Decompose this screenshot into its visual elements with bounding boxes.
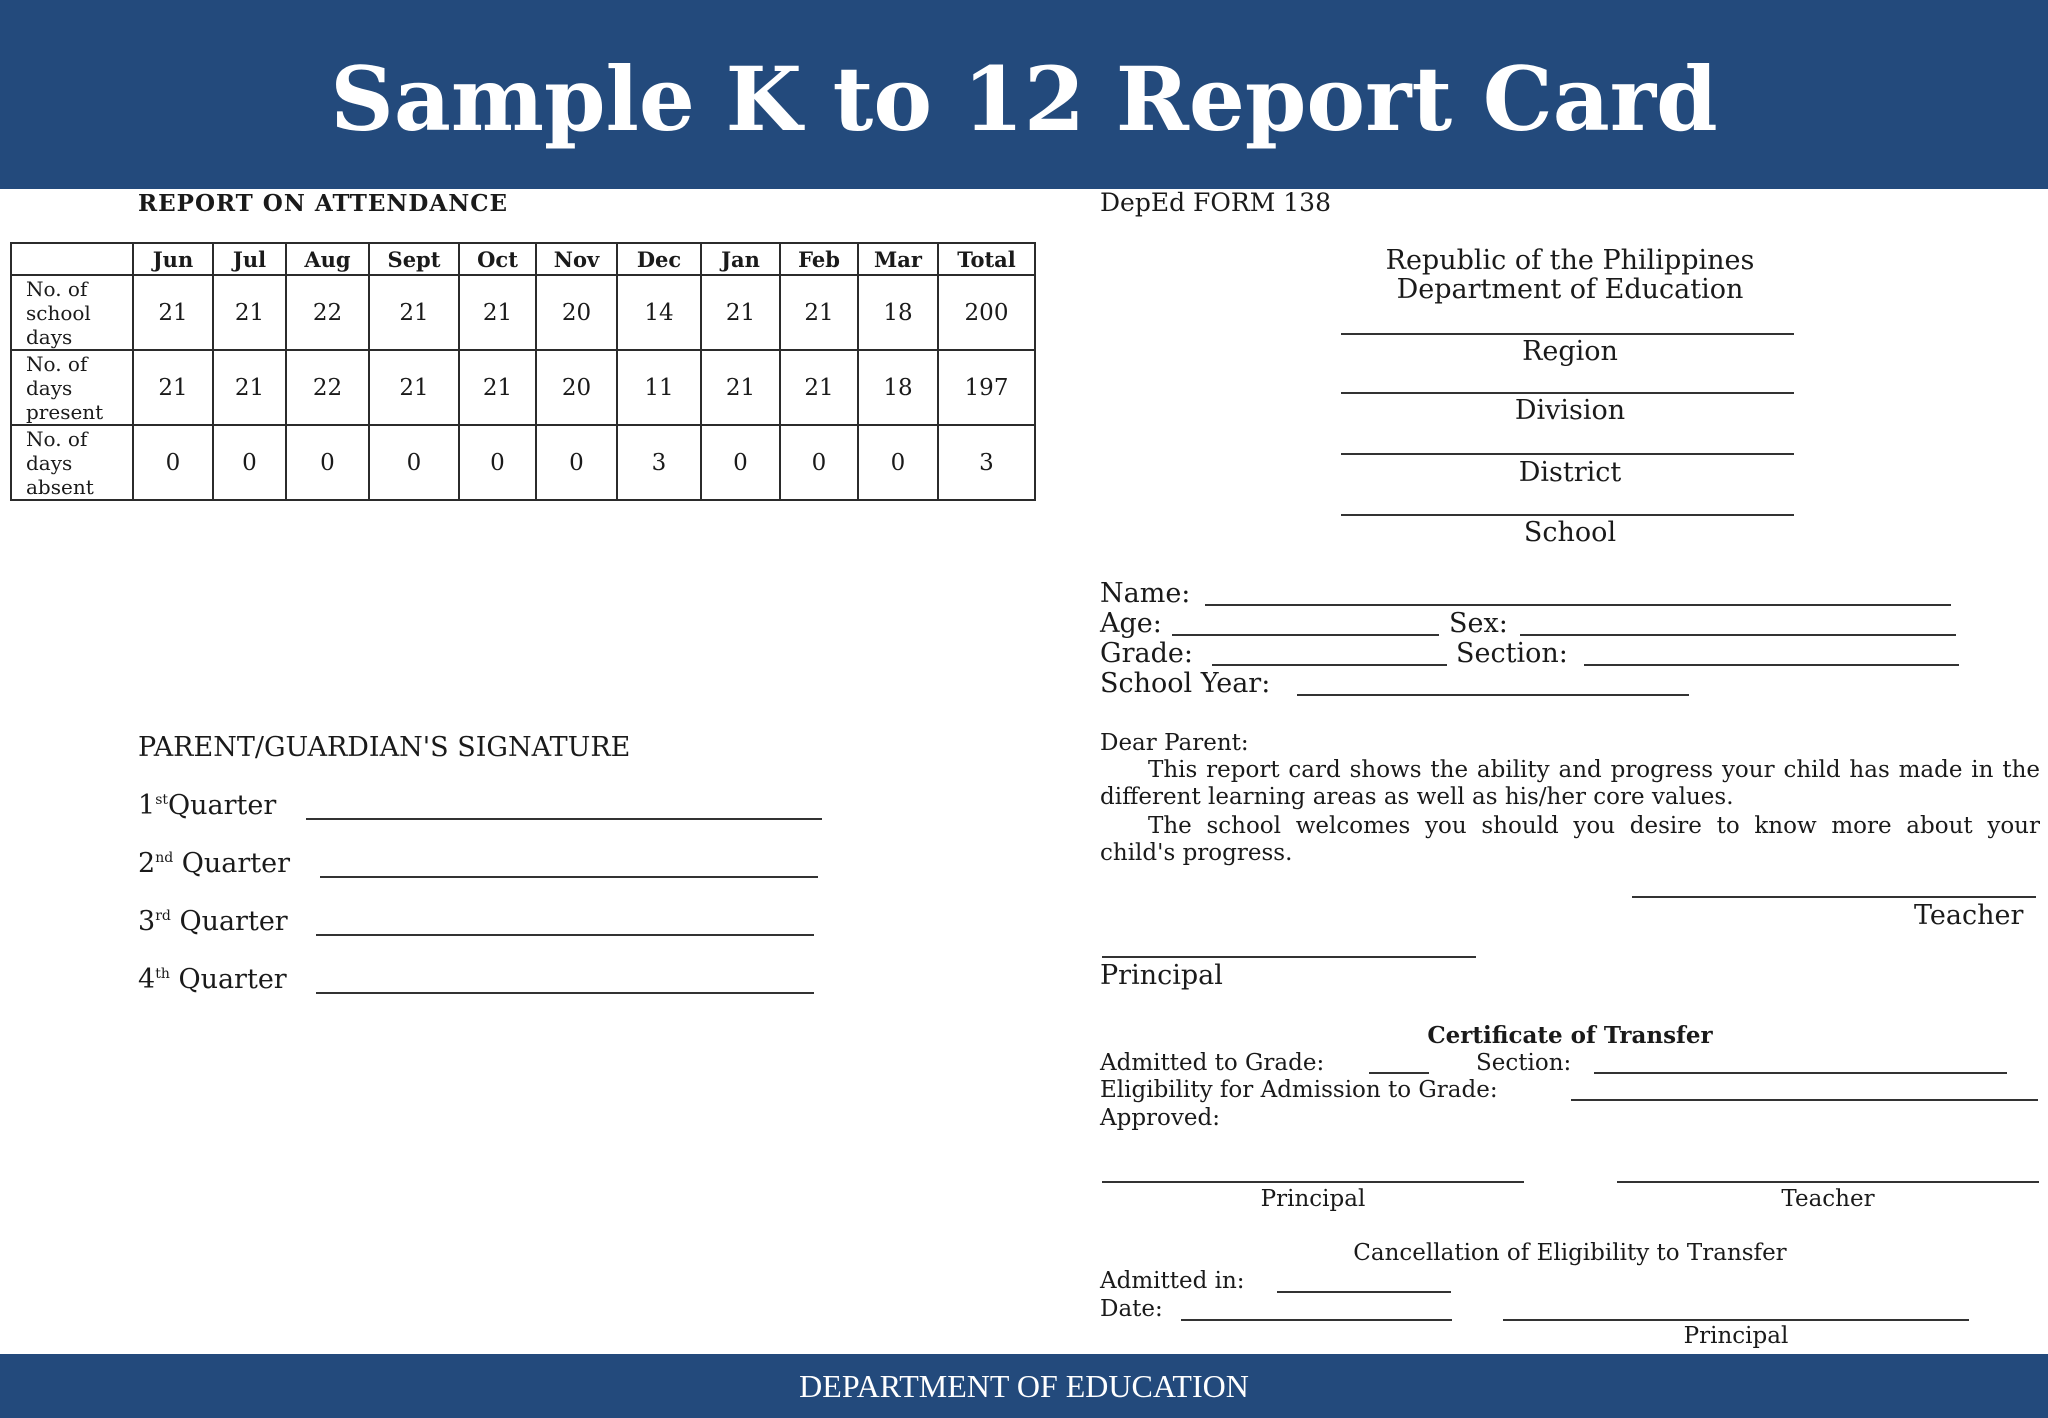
- school-year-label: School Year:: [1100, 668, 1271, 699]
- table-cell: 3: [938, 425, 1035, 500]
- quarter-1-signature-line[interactable]: [306, 818, 822, 820]
- table-cell: 21: [459, 350, 536, 425]
- month-header: Dec: [617, 243, 701, 275]
- month-header: Mar: [858, 243, 938, 275]
- table-cell: 21: [459, 275, 536, 350]
- quarter-1-label: [138, 790, 276, 821]
- quarter-number: 1: [138, 790, 156, 821]
- cancellation-principal-label: Principal: [1683, 1323, 1789, 1349]
- admitted-in-label: Admitted in:: [1100, 1268, 1245, 1294]
- month-header: Sept: [369, 243, 459, 275]
- form-code: DepEd FORM 138: [1100, 188, 1331, 217]
- teacher-label: Teacher: [1914, 900, 2024, 931]
- table-cell: 0: [858, 425, 938, 500]
- eligibility-field[interactable]: [1571, 1099, 2038, 1101]
- name-field[interactable]: [1205, 604, 1951, 606]
- quarter-label: Quarter: [179, 906, 288, 937]
- month-header: Feb: [780, 243, 858, 275]
- table-cell: 22: [286, 275, 369, 350]
- table-cell: 20: [536, 350, 617, 425]
- grade-field[interactable]: [1212, 664, 1447, 666]
- division-label: Division: [1514, 395, 1626, 426]
- table-cell: 0: [213, 425, 286, 500]
- title-banner: [0, 0, 2048, 189]
- table-cell: 197: [938, 350, 1035, 425]
- table-cell: 0: [536, 425, 617, 500]
- dear-parent: Dear Parent:: [1100, 730, 1249, 756]
- table-cell: 21: [213, 275, 286, 350]
- approved-label: Approved:: [1100, 1105, 1220, 1131]
- letter-paragraph-2: The school welcomes you should you desire to know more about your child's progress.: [1100, 813, 2040, 866]
- signature-title: PARENT/GUARDIAN'S SIGNATURE: [138, 732, 631, 763]
- table-cell: 21: [701, 275, 780, 350]
- republic-line: Republic of the Philippines: [1385, 245, 1755, 276]
- table-cell: 21: [133, 350, 213, 425]
- section-field[interactable]: [1584, 664, 1959, 666]
- transfer-principal-line[interactable]: [1102, 1181, 1524, 1183]
- admitted-grade-field[interactable]: [1369, 1072, 1429, 1074]
- table-cell: 22: [286, 350, 369, 425]
- sex-label: Sex:: [1449, 608, 1508, 639]
- age-label: Age:: [1100, 608, 1162, 639]
- footer-banner: [0, 1354, 2048, 1418]
- footer-text: DEPARTMENT OF EDUCATION: [799, 1368, 1249, 1404]
- table-cell: 0: [459, 425, 536, 500]
- quarter-4-signature-line[interactable]: [316, 992, 814, 994]
- grade-label: Grade:: [1100, 638, 1193, 669]
- principal-signature-line[interactable]: [1102, 956, 1476, 958]
- transfer-title: Certificate of Transfer: [1427, 1022, 1713, 1049]
- table-cell: 3: [617, 425, 701, 500]
- admitted-in-field[interactable]: [1277, 1291, 1451, 1293]
- date-field[interactable]: [1181, 1319, 1452, 1321]
- cancellation-principal-line[interactable]: [1503, 1319, 1969, 1321]
- table-cell: 0: [701, 425, 780, 500]
- quarter-number: 3: [138, 906, 156, 937]
- department-line: Department of Education: [1396, 274, 1744, 305]
- table-cell: 21: [133, 275, 213, 350]
- table-cell: 18: [858, 275, 938, 350]
- district-line[interactable]: [1341, 453, 1794, 455]
- table-cell: 21: [369, 350, 459, 425]
- quarter-number: 4: [138, 964, 156, 995]
- quarter-3-signature-line[interactable]: [316, 934, 814, 936]
- teacher-signature-line[interactable]: [1632, 896, 2036, 898]
- age-field[interactable]: [1172, 634, 1439, 636]
- row-label: No. of days absent: [11, 425, 133, 500]
- principal-label: Principal: [1100, 960, 1223, 991]
- date-label: Date:: [1100, 1296, 1163, 1322]
- quarter-suffix: th: [155, 966, 170, 982]
- transfer-section-field[interactable]: [1594, 1072, 2007, 1074]
- quarter-2-label: [138, 848, 290, 879]
- quarter-label: Quarter: [178, 964, 287, 995]
- month-header: Oct: [459, 243, 536, 275]
- admitted-grade-label: Admitted to Grade:: [1100, 1050, 1325, 1076]
- transfer-teacher-label: Teacher: [1781, 1186, 1875, 1212]
- school-year-field[interactable]: [1297, 694, 1689, 696]
- attendance-header-row: [11, 243, 1035, 275]
- school-line[interactable]: [1341, 514, 1794, 516]
- table-cell: 21: [701, 350, 780, 425]
- name-label: Name:: [1100, 578, 1191, 609]
- page-title: Sample K to 12 Report Card: [330, 47, 1718, 151]
- table-cell: 21: [213, 350, 286, 425]
- table-cell: 21: [780, 350, 858, 425]
- quarter-suffix: rd: [155, 908, 171, 924]
- table-cell: 200: [938, 275, 1035, 350]
- row-label: No. of days present: [11, 350, 133, 425]
- attendance-title: REPORT ON ATTENDANCE: [138, 190, 509, 217]
- eligibility-label: Eligibility for Admission to Grade:: [1100, 1077, 1498, 1103]
- table-row: [11, 350, 1035, 425]
- school-label: School: [1523, 517, 1617, 548]
- quarter-label: Quarter: [168, 790, 277, 821]
- table-cell: 14: [617, 275, 701, 350]
- table-cell: 21: [780, 275, 858, 350]
- table-row: [11, 275, 1035, 350]
- attendance-corner-cell: [11, 243, 133, 275]
- letter-paragraph-1: This report card shows the ability and progress your child has made in the different learning areas as well as his/her core values.: [1100, 757, 2040, 810]
- table-cell: 21: [369, 275, 459, 350]
- month-header: Jul: [213, 243, 286, 275]
- total-header: Total: [938, 243, 1035, 275]
- table-cell: 0: [286, 425, 369, 500]
- month-header: Jun: [133, 243, 213, 275]
- table-cell: 11: [617, 350, 701, 425]
- table-cell: 0: [780, 425, 858, 500]
- transfer-section-label: Section:: [1476, 1050, 1572, 1076]
- month-header: Nov: [536, 243, 617, 275]
- quarter-number: 2: [138, 848, 156, 879]
- quarter-3-label: [138, 906, 288, 937]
- quarter-suffix: nd: [155, 850, 174, 866]
- table-cell: 0: [133, 425, 213, 500]
- quarter-2-signature-line[interactable]: [320, 876, 818, 878]
- cancellation-title: Cancellation of Eligibility to Transfer: [1353, 1240, 1787, 1266]
- district-label: District: [1518, 457, 1622, 488]
- sex-field[interactable]: [1520, 634, 1956, 636]
- month-header: Jan: [701, 243, 780, 275]
- table-cell: 18: [858, 350, 938, 425]
- table-cell: 0: [369, 425, 459, 500]
- division-line[interactable]: [1341, 392, 1794, 394]
- transfer-principal-label: Principal: [1260, 1186, 1366, 1212]
- table-cell: 20: [536, 275, 617, 350]
- table-row: [11, 425, 1035, 500]
- row-label: No. of school days: [11, 275, 133, 350]
- region-line[interactable]: [1341, 333, 1794, 335]
- quarter-suffix: st: [155, 792, 168, 808]
- region-label: Region: [1522, 336, 1618, 367]
- transfer-teacher-line[interactable]: [1617, 1181, 2039, 1183]
- quarter-4-label: [138, 964, 287, 995]
- section-label: Section:: [1456, 638, 1568, 669]
- attendance-table: [10, 242, 1036, 501]
- month-header: Aug: [286, 243, 369, 275]
- quarter-label: Quarter: [181, 848, 291, 879]
